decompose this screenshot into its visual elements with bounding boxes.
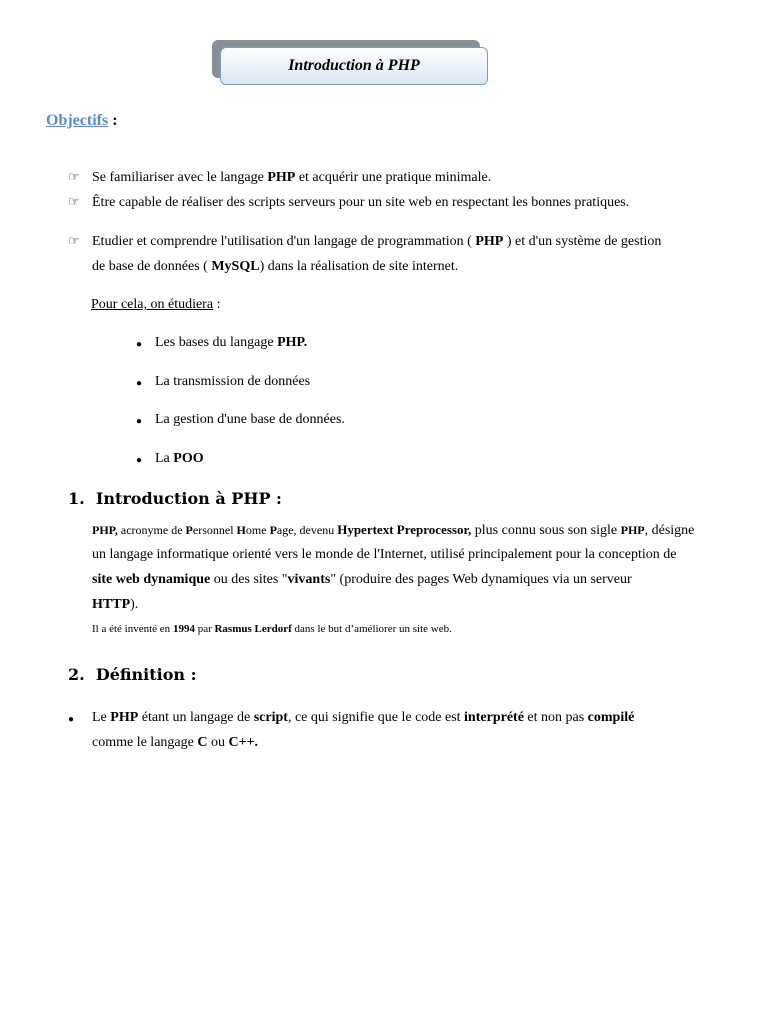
year-1994: 1994 [172, 623, 195, 635]
pour-cela-text: Pour cela, on étudiera [91, 297, 214, 312]
section-2-heading [68, 665, 197, 684]
topic-1-php: PHP. [277, 335, 308, 350]
text: , ce qui signifie que le code est [287, 710, 465, 725]
title-banner [220, 47, 488, 85]
section-1-title: Introduction à PHP : [95, 489, 282, 508]
text: dans le but d’améliorer un site web. [291, 623, 452, 635]
text: , désigne [644, 523, 695, 538]
bullet-icon: ● [68, 714, 75, 725]
bullet-icon: ● [136, 339, 143, 350]
topic-4-text: La [155, 451, 174, 466]
php-sigle: PHP [620, 523, 645, 537]
http: HTTP [92, 597, 131, 612]
text: " (produire des pages Web dynamiques via un serveur [330, 572, 632, 587]
goal-2-text: Être capable de réaliser des scripts serveurs pour un site web en respectant les bonnes pratiques. [92, 195, 630, 210]
text: acronyme de [117, 523, 186, 537]
text: ou [207, 735, 229, 750]
section-2-number: 2. [68, 665, 85, 684]
letter-h: H [236, 523, 246, 537]
language-c: C [197, 735, 208, 750]
text: Il a été inventé en [92, 623, 173, 635]
goal-3-line-1 [92, 234, 661, 250]
section-1-para-line-5 [92, 623, 452, 635]
text: Le [92, 710, 111, 725]
topic-3 [155, 412, 345, 428]
text: ou des sites " [210, 572, 288, 587]
goal-1 [92, 170, 491, 186]
goal-1-php: PHP [267, 170, 296, 185]
goal-3-mysql: MySQL [211, 259, 260, 274]
objectifs-colon: : [112, 112, 118, 129]
goal-2 [92, 195, 629, 211]
text: plus connu sous son sigle [471, 523, 621, 538]
text: ome [245, 523, 270, 537]
page-title: Introduction à PHP [288, 57, 420, 74]
goal-3-text-end: ) et d'un système de gestion [503, 234, 662, 249]
pointing-hand-icon: ☞ [68, 233, 80, 248]
section-1-heading [68, 489, 282, 508]
text: age, devenu [276, 523, 338, 537]
objectifs-heading [46, 112, 118, 130]
text: ersonnel [192, 523, 237, 537]
language-cpp: C++. [228, 735, 259, 750]
goal-3-text: Etudier et comprendre l'utilisation d'un langage de programmation ( [92, 234, 476, 249]
hypertext-preprocessor: Hypertext Preprocessor, [337, 522, 472, 537]
topic-3-text: La gestion d'une base de données. [155, 412, 345, 427]
definition-line-1 [92, 710, 634, 726]
section-1-para-line-3 [92, 572, 632, 588]
definition-line-2 [92, 735, 258, 751]
vivants: vivants [287, 572, 331, 587]
php: PHP [110, 710, 139, 725]
pour-cela-colon: : [213, 297, 221, 312]
goal-1-text-end: et acquérir une pratique minimale. [295, 170, 492, 185]
goal-3-line-2 [92, 259, 458, 275]
bullet-icon: ● [136, 416, 143, 427]
compile: compilé [587, 710, 635, 725]
topic-2-text: La transmission de données [155, 374, 311, 389]
rasmus-lerdorf: Rasmus Lerdorf [214, 623, 292, 635]
goal-1-text: Se familiariser avec le langage [92, 170, 268, 185]
script: script [253, 710, 288, 725]
text: ). [130, 597, 139, 612]
objectifs-label: Objectifs [46, 112, 109, 129]
pour-cela-line [91, 297, 220, 313]
topic-2 [155, 374, 310, 390]
topic-4-poo: POO [173, 451, 204, 466]
interprete: interprété [464, 710, 524, 725]
section-1-para-line-1 [92, 522, 694, 539]
section-1-number: 1. [68, 489, 85, 508]
section-2-title: Définition : [95, 665, 197, 684]
text: étant un langage de [138, 710, 254, 725]
text: par [194, 623, 215, 635]
goal-3-text-2: de base de données ( [92, 259, 212, 274]
bullet-icon: ● [136, 455, 143, 466]
text: et non pas [523, 710, 588, 725]
pointing-hand-icon: ☞ [68, 194, 80, 209]
pointing-hand-icon: ☞ [68, 169, 80, 184]
goal-3-text-2-end: ) dans la réalisation de site internet. [259, 259, 459, 274]
topic-1-text: Les bases du langage [155, 335, 278, 350]
letter-p: P [269, 523, 277, 537]
topic-1 [155, 335, 307, 351]
php-acronym: PHP, [92, 523, 118, 537]
letter-p: P [185, 523, 193, 537]
topic-4 [155, 451, 204, 467]
text: comme le langage [92, 735, 198, 750]
section-1-para-line-4 [92, 597, 138, 613]
bullet-icon: ● [136, 378, 143, 389]
goal-3-php: PHP [475, 234, 504, 249]
site-web-dynamique: site web dynamique [92, 572, 211, 587]
section-1-para-line-2: un langage informatique orienté vers le monde de l'Internet, utilisé principalement pour la conception de [92, 547, 677, 562]
